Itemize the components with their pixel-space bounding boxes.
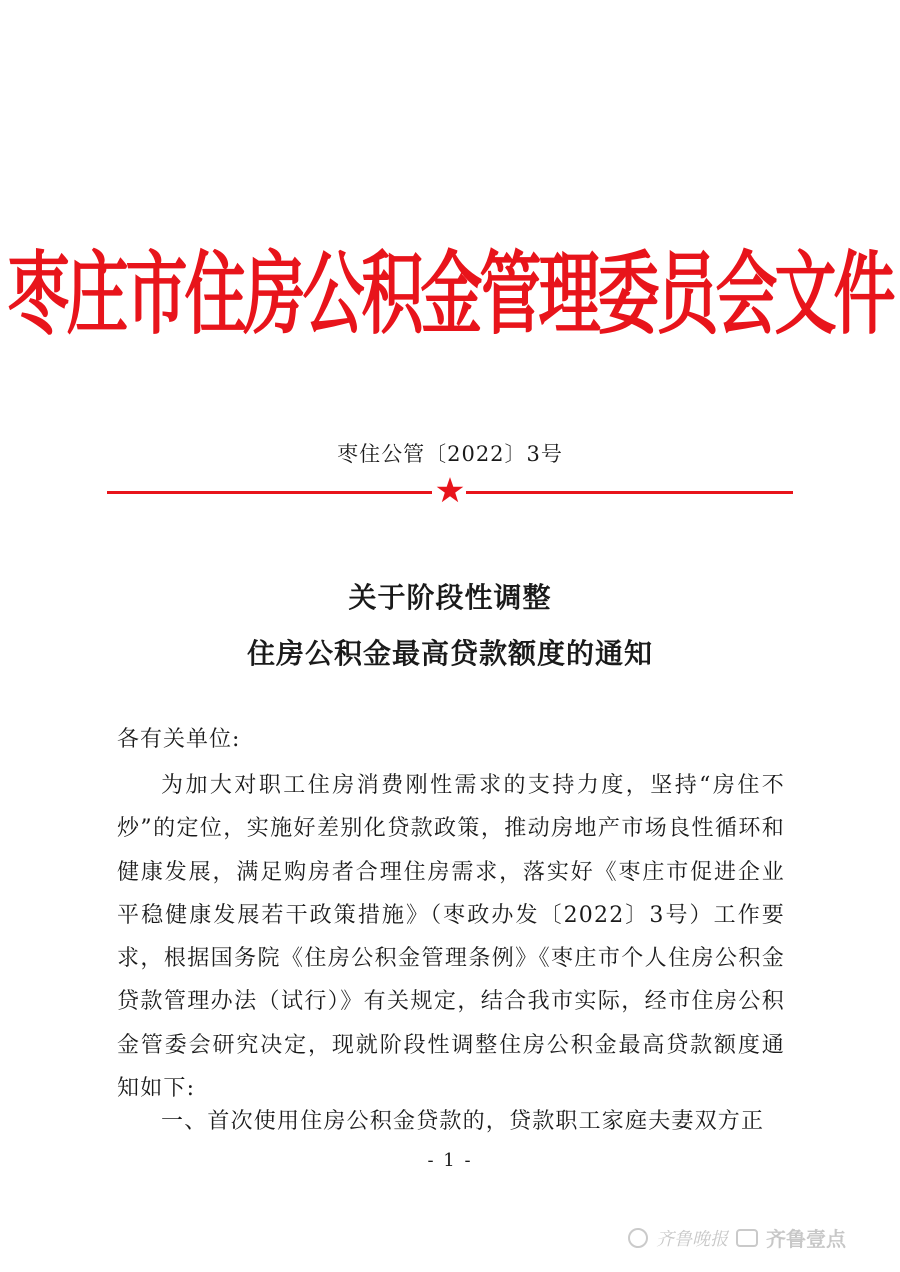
document-masthead: 枣庄市住房公积金管理委员会文件: [7, 240, 893, 347]
red-star-icon: [436, 476, 464, 504]
watermark-text-2: 齐鲁壹点: [766, 1227, 846, 1251]
page-number: - 1 -: [427, 1150, 473, 1171]
logo-box-icon: [736, 1229, 758, 1247]
notice-title-line2: 住房公积金最高贷款额度的通知: [246, 637, 653, 670]
watermark: [628, 1223, 846, 1252]
red-divider-left: [107, 491, 432, 494]
body-paragraph-2: 一、首次使用住房公积金贷款的，贷款职工家庭夫妻双方正: [161, 1109, 765, 1134]
document-number: 枣住公管〔2022〕3号: [337, 442, 563, 466]
red-divider-right: [466, 491, 793, 494]
watermark-text-1: 齐鲁晚报: [656, 1228, 728, 1250]
salutation: 各有关单位:: [117, 727, 241, 752]
notice-title-line1: 关于阶段性调整: [348, 581, 552, 614]
logo-mark-icon: [628, 1228, 648, 1248]
body-paragraph-1: 为加大对职工住房消费刚性需求的支持力度，坚持“房住不炒”的定位，实施好差别化贷款政策，推动房地产市场良性循环和健康发展，满足购房者合理住房需求，落实好《枣庄市促进企业平稳健康发展若干政策措施》（枣政办发〔2022〕3号）工作要求，根据国务院《住房公积金管理条例》《枣庄市个人住房公积金贷款管理办法（试行）》有关规定，结合我市实际，经市住房公积金管委会研究决定，现就阶段性调整住房公积金最高贷款额度通知如下:: [117, 773, 785, 1102]
